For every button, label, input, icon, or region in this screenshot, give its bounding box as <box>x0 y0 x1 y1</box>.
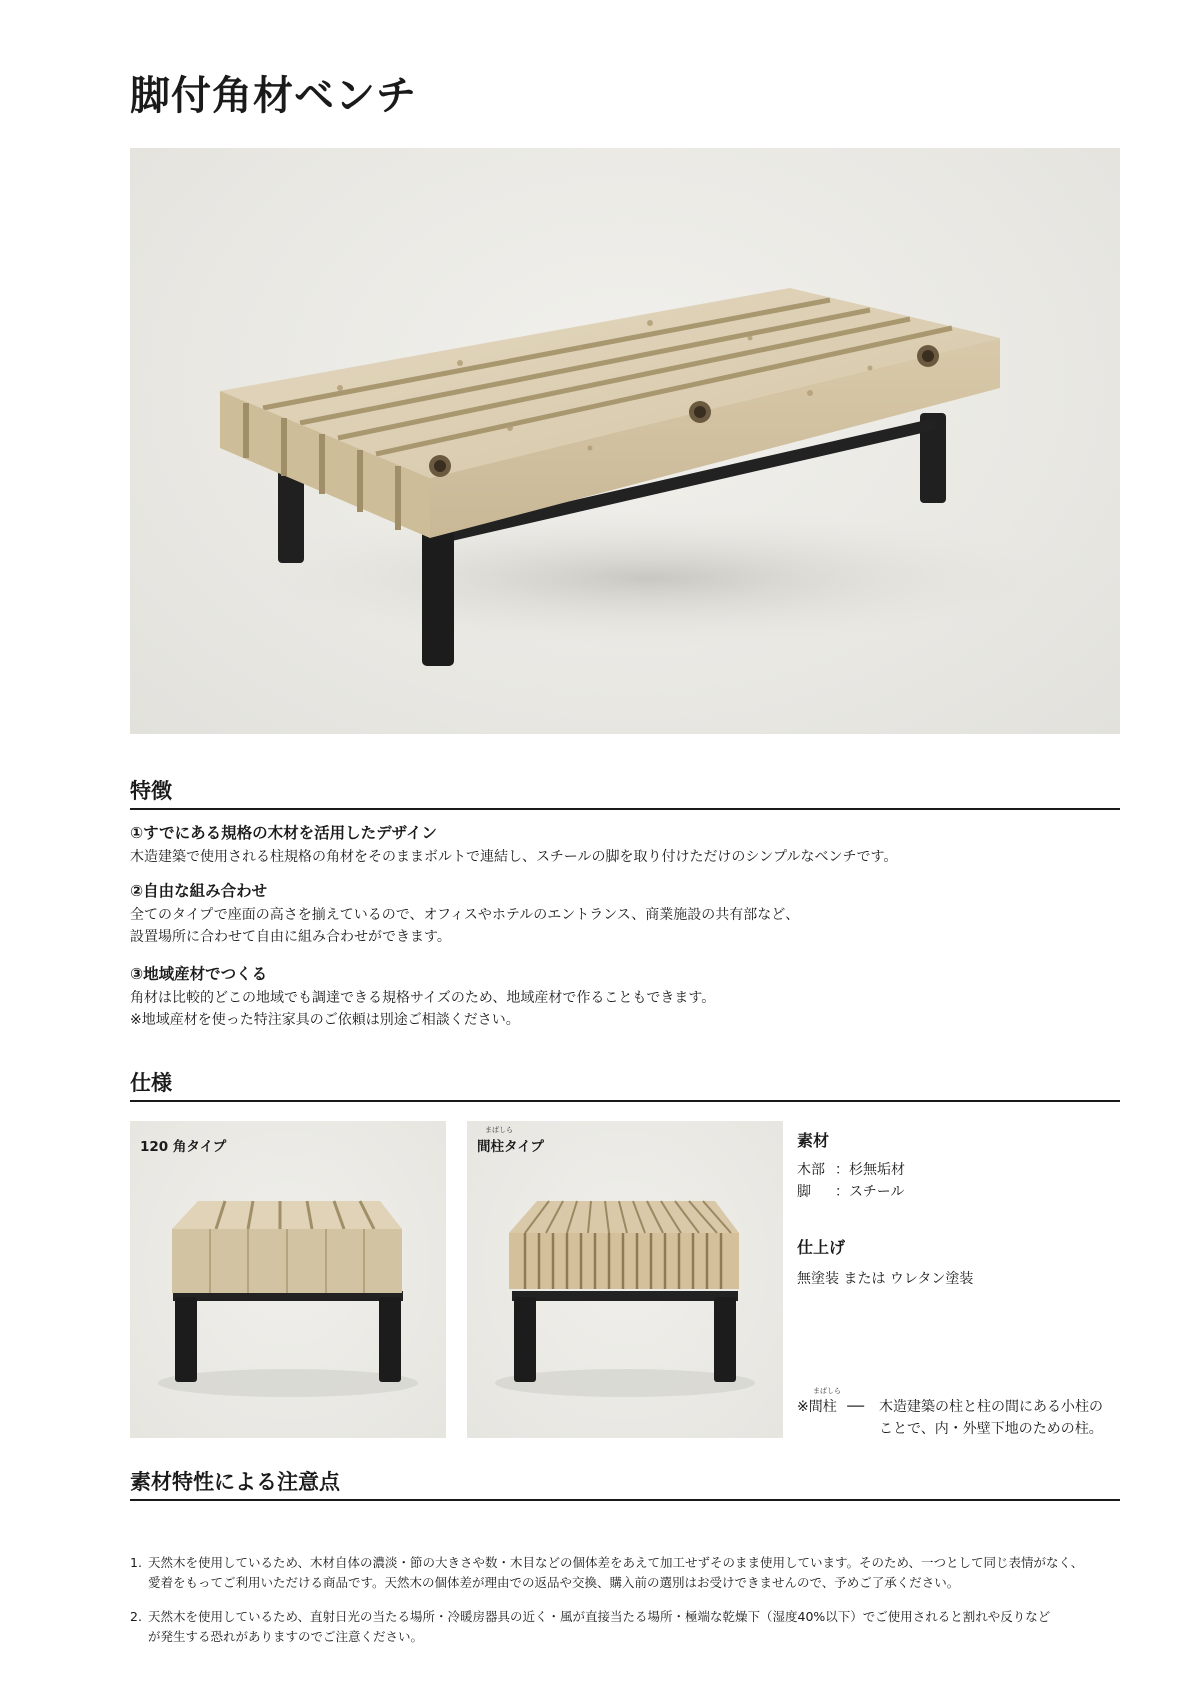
material-row-leg <box>797 1181 905 1203</box>
features-heading: 特徴 <box>130 779 172 803</box>
note-text <box>879 1396 1119 1440</box>
type-label: 120 角タイプ <box>140 1139 227 1155</box>
hero-product-image <box>130 148 1120 734</box>
spec-panel-120-type <box>130 1121 446 1438</box>
list-number: 2. <box>130 1609 142 1624</box>
feature-text: 角材は比較的どこの地域でも調達できる規格サイズのため、地域産材で作ることもできます。 <box>130 990 716 1006</box>
feature-text: 木造建築で使用される柱規格の角材をそのままボルトで連結し、スチールの脚を取り付けただけのシンプルなベンチです。 <box>130 849 898 865</box>
feature-text: 全てのタイプで座面の高さを揃えているので、オフィスやホテルのエントランス、商業施設の共有部など、 <box>130 907 800 923</box>
cautions-list <box>130 1553 1120 1661</box>
list-item <box>130 1553 1120 1593</box>
feature-item-design <box>130 821 1120 868</box>
list-item <box>130 1607 1120 1647</box>
cautions-divider <box>130 1499 1120 1501</box>
note-line: 木造建築の柱と柱の間にある小柱の <box>879 1399 1103 1415</box>
feature-title: ③地域産材でつくる <box>130 965 268 983</box>
material-heading: 素材 <box>797 1131 830 1150</box>
finish-text: 無塗装 または ウレタン塗装 <box>797 1271 974 1287</box>
finish-heading: 仕上げ <box>797 1238 846 1257</box>
material-row-wood <box>797 1159 905 1181</box>
feature-title: ①すでにある規格の木材を活用したデザイン <box>130 824 438 842</box>
bench-120-illustration <box>130 1121 446 1438</box>
page-title: 脚付角材ベンチ <box>130 73 417 119</box>
spec-divider <box>130 1100 1120 1102</box>
feature-item-combination <box>130 879 1120 948</box>
list-line: 天然木を使用しているため、直射日光の当たる場所・冷暖房器具の近く・風が直接当たる場所・極端な乾燥下（湿度40%以下）でご使用されると割れや反りなど <box>148 1609 1051 1624</box>
type-label: 間柱タイプ <box>477 1139 544 1155</box>
finish-block <box>797 1235 973 1290</box>
material-value: ：スチール <box>835 1184 905 1200</box>
note-line: ことで、内・外壁下地のための柱。 <box>879 1421 1103 1437</box>
features-divider <box>130 808 1120 810</box>
cautions-heading: 素材特性による注意点 <box>130 1470 340 1494</box>
feature-text: 設置場所に合わせて自由に組み合わせができます。 <box>130 929 451 945</box>
feature-item-local-material <box>130 962 1120 1031</box>
list-number: 1. <box>130 1555 142 1570</box>
material-key: 脚 <box>797 1184 811 1200</box>
note-ruby: まばしら <box>813 1387 841 1395</box>
note-dash: ── <box>847 1399 865 1415</box>
material-block <box>797 1128 905 1203</box>
material-key: 木部 <box>797 1162 825 1178</box>
spec-heading: 仕様 <box>130 1071 172 1095</box>
feature-text: ※地域産材を使った特注家具のご依頼は別途ご相談ください。 <box>130 1012 520 1028</box>
note-term: ※間柱 <box>797 1399 837 1415</box>
spec-panel-mabashira-type <box>467 1121 783 1438</box>
bench-illustration <box>130 148 1120 734</box>
material-value: ：杉無垢材 <box>835 1162 905 1178</box>
list-line: が発生する恐れがありますのでご注意ください。 <box>148 1629 424 1644</box>
list-line: 愛着をもってご利用いただける商品です。天然木の個体差が理由での返品や交換、購入前の選別はお受けできませんので、予めご了承ください。 <box>148 1575 960 1590</box>
bench-mabashira-illustration <box>467 1121 783 1438</box>
list-line: 天然木を使用しているため、木材自体の濃淡・節の大きさや数・木目などの個体差をあえて加工せずそのまま使用しています。そのため、一つとして同じ表情がなく、 <box>148 1555 1084 1570</box>
type-label-ruby: まばしら <box>485 1126 513 1134</box>
feature-title: ②自由な組み合わせ <box>130 882 268 900</box>
